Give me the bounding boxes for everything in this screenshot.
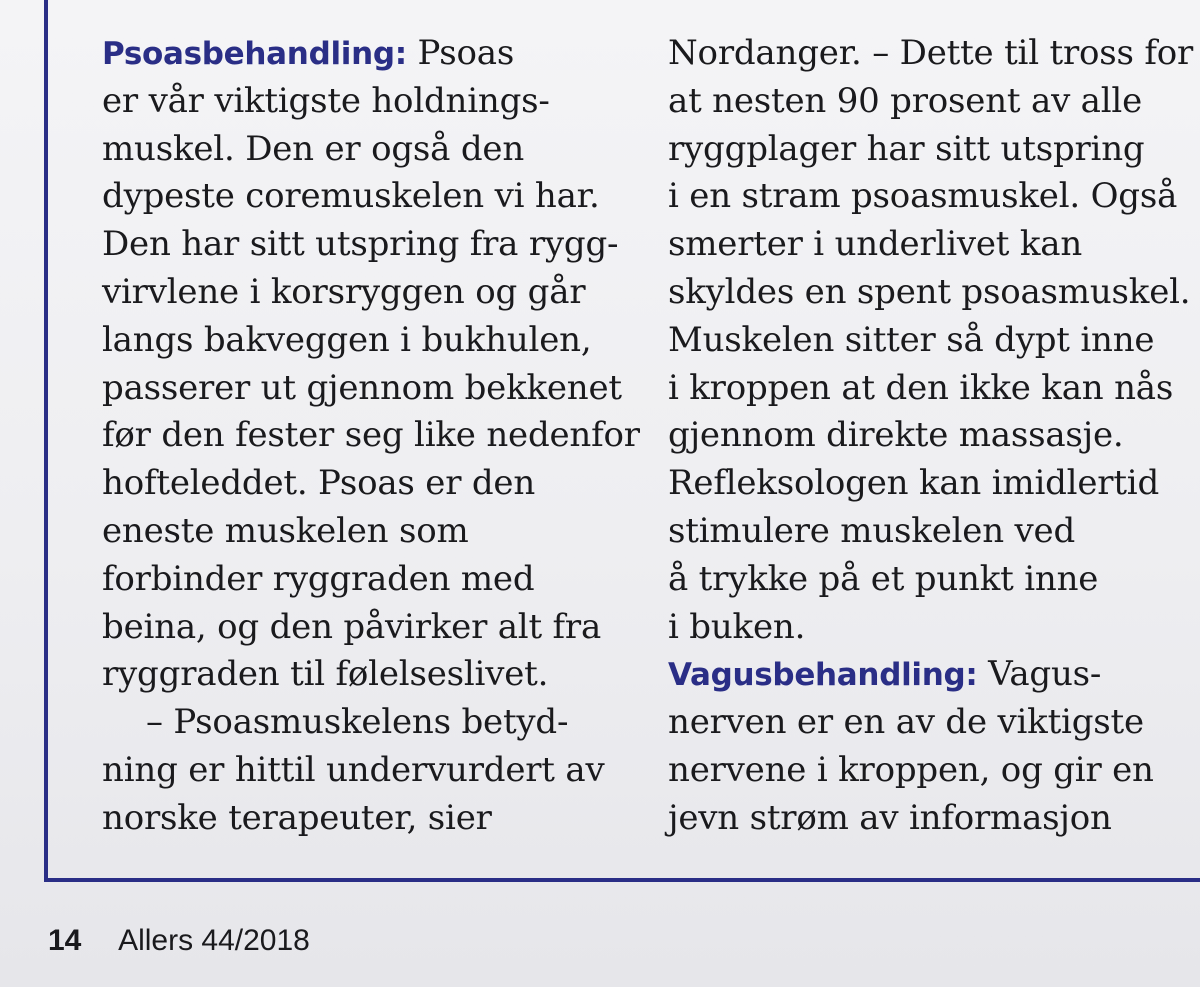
text-line [102,173,642,221]
line-text: virvlene i korsryggen og går [102,271,586,312]
text-line [102,412,642,460]
text-line [102,604,642,652]
line-text: ryggraden til følelseslivet. [102,654,549,695]
text-line [102,30,642,78]
text-line [668,30,1200,78]
text-line [668,317,1200,365]
text-line [102,460,642,508]
text-line [668,795,1200,843]
text-line [102,556,642,604]
text-column-left [102,30,642,843]
text-line [102,747,642,795]
page-number: 14 [48,924,82,957]
text-line [102,78,642,126]
line-text: stimulere muskelen ved [668,510,1076,551]
publication-issue: Allers 44/2018 [118,924,310,957]
line-text: er vår viktigste holdnings- [102,80,550,121]
text-line [668,126,1200,174]
text-line [668,173,1200,221]
line-text: i en stram psoasmuskel. Også [668,176,1178,217]
section-heading: Psoasbehandling: [102,36,407,72]
text-column-right [668,30,1200,843]
line-text: nervene i kroppen, og gir en [668,749,1154,790]
text-line [668,508,1200,556]
line-text: Psoas [406,33,515,73]
line-text: at nesten 90 prosent av alle [668,80,1143,121]
line-text: langs bakveggen i bukhulen, [102,319,592,360]
text-line [102,699,642,747]
line-text: muskel. Den er også den [102,128,525,169]
line-text: Refleksologen kan imidlertid [668,463,1160,504]
text-line [102,795,642,843]
page-footer [48,924,310,958]
text-line [668,412,1200,460]
line-text: skyldes en spent psoasmuskel. [668,271,1191,312]
text-line [102,317,642,365]
line-text: gjennom direkte massasje. [668,415,1124,456]
text-line [102,651,642,699]
line-text: forbinder ryggraden med [102,558,535,599]
line-text: Vagus- [977,654,1102,695]
line-text: ning er hittil undervurdert av [102,749,605,790]
line-text: – Psoasmuskelens betyd- [146,702,569,743]
line-text: dypeste coremuskelen vi har. [102,176,600,217]
text-line [102,365,642,413]
text-line [668,78,1200,126]
text-line [668,747,1200,795]
text-line [668,556,1200,604]
line-text: før den fester seg like nedenfor [102,415,640,456]
text-line [668,221,1200,269]
line-text: beina, og den påvirker alt fra [102,606,602,647]
line-text: jevn strøm av informasjon [668,797,1112,838]
text-line [668,365,1200,413]
line-text: Nordanger. – Dette til tross for [668,33,1194,73]
text-line [102,126,642,174]
text-line [668,460,1200,508]
line-text: nerven er en av de viktigste [668,702,1144,743]
text-line [102,508,642,556]
text-line [102,221,642,269]
line-text: eneste muskelen som [102,510,469,551]
text-line [668,699,1200,747]
line-text: ryggplager har sitt utspring [668,128,1145,169]
text-line [668,269,1200,317]
line-text: å trykke på et punkt inne [668,558,1099,599]
line-text: norske terapeuter, sier [102,797,492,838]
line-text: hofteleddet. Psoas er den [102,463,536,504]
line-text: Den har sitt utspring fra rygg- [102,224,619,265]
line-text: smerter i underlivet kan [668,224,1083,265]
text-line [668,604,1200,652]
line-text: passerer ut gjennom bekkenet [102,367,622,408]
text-line [102,269,642,317]
line-text: Muskelen sitter så dypt inne [668,319,1155,360]
line-text: i buken. [668,606,806,647]
text-line [668,651,1200,699]
section-heading: Vagusbehandling: [668,657,978,694]
line-text: i kroppen at den ikke kan nås [668,367,1174,408]
